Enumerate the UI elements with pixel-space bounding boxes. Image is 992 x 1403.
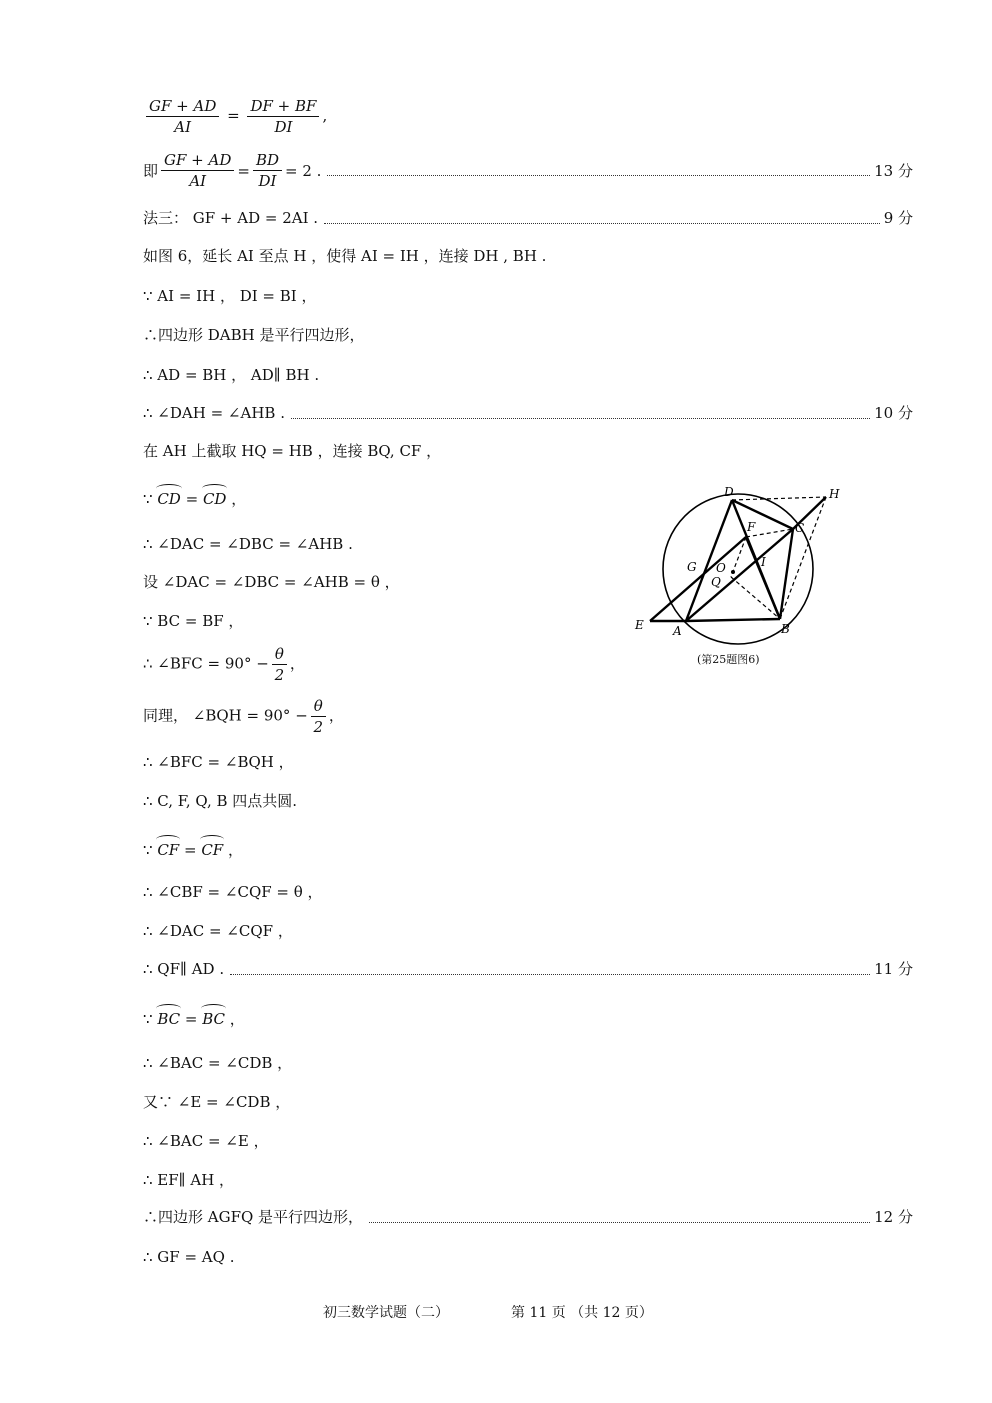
label-D: D bbox=[724, 485, 734, 499]
text-line: ∴ ∠BFC = ∠BQH ， bbox=[143, 753, 294, 771]
label-B: B bbox=[781, 622, 790, 636]
label-O: O bbox=[716, 561, 726, 575]
score: 11 分 bbox=[874, 960, 913, 978]
arc-line: ∵ CD = CD ， bbox=[143, 490, 247, 508]
method-three-line: 法三： GF + AD = 2AI . 9 分 bbox=[143, 209, 913, 227]
fraction: $\frac{\theta}{2}$ bbox=[272, 644, 287, 685]
score-leader bbox=[327, 165, 870, 176]
footer-page-number: 第 11 页 （共 12 页） bbox=[511, 1305, 653, 1321]
text-line: 又∵ ∠E = ∠CDB ， bbox=[143, 1093, 291, 1111]
score: 9 分 bbox=[883, 209, 913, 227]
text-line: ∴ EF∥ AH ， bbox=[143, 1171, 235, 1189]
label-A: A bbox=[673, 624, 682, 638]
label-F: F bbox=[747, 520, 756, 534]
equation-line-2: 即 $\frac{GF + AD}{AI}$ = $\frac{BD}{DI}$ = 2 . 13 分 bbox=[143, 151, 913, 190]
center-point bbox=[731, 570, 735, 574]
footer-title: 初三数学试题（二） bbox=[323, 1305, 449, 1321]
fraction: $\frac{\theta}{2}$ bbox=[311, 696, 326, 737]
text-line: ∴ AD = BH ， AD∥ BH . bbox=[143, 366, 320, 384]
text-line: ∴ ∠DAC = ∠CQF ， bbox=[143, 922, 293, 940]
fraction: $\frac{GF + AD}{AI}$ bbox=[146, 96, 219, 137]
score-line: ∴ QF∥ AD . 11 分 bbox=[143, 960, 913, 978]
text-line: ∴ C, F, Q, B 四点共圆. bbox=[143, 792, 298, 810]
score: 12 分 bbox=[874, 1208, 913, 1226]
fraction: $\frac{GF + AD}{AI}$ bbox=[161, 150, 234, 191]
figure-caption: (第25题图6) bbox=[697, 653, 760, 666]
text-line: 如图 6，延长 AI 至点 H ，使得 AI = IH ，连接 DH , BH . bbox=[143, 247, 547, 265]
fraction: $\frac{DF + BF}{DI}$ bbox=[247, 96, 319, 137]
score-leader bbox=[324, 213, 880, 224]
text-line: ∴四边形 DABH 是平行四边形， bbox=[143, 326, 365, 344]
score-line: ∴ ∠DAH = ∠AHB . 10 分 bbox=[143, 404, 913, 422]
geometry-figure bbox=[630, 480, 850, 650]
text-line: ∵ BC = BF ， bbox=[143, 612, 244, 630]
equation-line-1: $\frac{GF + AD}{AI}$ = $\frac{DF + BF}{DI}$ , bbox=[143, 96, 327, 137]
text-line: ∴ ∠BAC = ∠E ， bbox=[143, 1132, 269, 1150]
fraction-line: 同理， ∠BQH = 90° − $\frac{\theta}{2}$ ， bbox=[143, 697, 344, 736]
arc-line: ∵ CF = CF ， bbox=[143, 841, 243, 859]
score: 13 分 bbox=[874, 161, 913, 180]
label-E: E bbox=[635, 618, 644, 632]
text-line: ∴ GF = AQ . bbox=[143, 1248, 235, 1266]
text-line: ∴ ∠CBF = ∠CQF = θ ， bbox=[143, 883, 323, 901]
fraction-line: ∴ ∠BFC = 90° − $\frac{\theta}{2}$ ， bbox=[143, 645, 305, 684]
score-line: ∴四边形 AGFQ 是平行四边形， 12 分 bbox=[143, 1208, 913, 1226]
text-line: 在 AH 上截取 HQ = HB ，连接 BQ, CF ， bbox=[143, 442, 442, 460]
label-I: I bbox=[761, 555, 766, 569]
score: 10 分 bbox=[874, 404, 913, 422]
text-line: ∵ AI = IH ， DI = BI ， bbox=[143, 287, 317, 305]
fraction: $\frac{BD}{DI}$ bbox=[253, 150, 282, 191]
label-G: G bbox=[687, 560, 697, 574]
label-C: C bbox=[795, 521, 805, 535]
score-leader bbox=[369, 1212, 870, 1223]
text-line: 设 ∠DAC = ∠DBC = ∠AHB = θ ， bbox=[143, 573, 400, 591]
label-Q: Q bbox=[711, 575, 721, 589]
text-line: ∴ ∠DAC = ∠DBC = ∠AHB . bbox=[143, 535, 353, 553]
text-line: ∴ ∠BAC = ∠CDB ， bbox=[143, 1054, 293, 1072]
score-leader bbox=[291, 408, 870, 419]
label-H: H bbox=[829, 487, 840, 501]
score-leader bbox=[230, 964, 870, 975]
arc-line: ∵ BC = BC ， bbox=[143, 1010, 245, 1028]
